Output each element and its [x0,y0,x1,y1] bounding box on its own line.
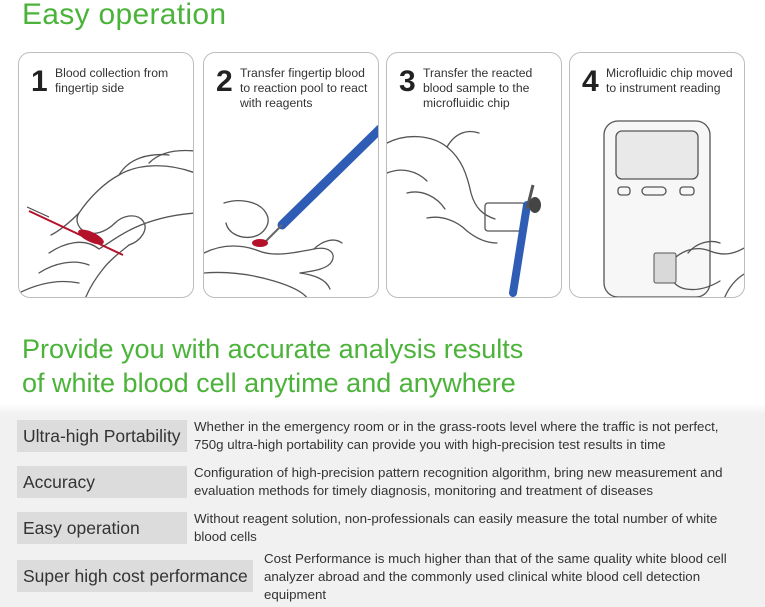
fingertip-collection-illustration [19,103,194,298]
feature-description: Without reagent solution, non-professionals can easily measure the total number of white blood cells [194,511,718,544]
headline [22,332,523,400]
section-title-easy-operation: Easy operation [22,0,227,31]
feature-description: Cost Performance is much higher than that of the same quality white blood cell analyzer abroad and the commonly used clinical white blood cell detection equipment [264,551,727,602]
step-text: Microfluidic chip moved to instrument reading [606,66,733,95]
feature-description: Whether in the emergency room or in the grass-roots level where the traffic is not perfect, 750g ultra-high portability can provide you with high-precision test results in time [194,419,719,452]
headline-line-1: Provide you with accurate analysis results [22,334,524,364]
step-text: Transfer the reacted blood sample to the microfluidic chip [423,66,533,110]
step-number: 2 [216,65,233,98]
step-number: 3 [399,65,416,98]
step-card-4 [569,52,745,298]
step-text: Blood collection from fingertip side [55,66,169,95]
step-number: 4 [582,65,599,98]
step-text: Transfer fingertip blood to reaction pool to react with reagents [240,66,368,110]
feature-label: Super high cost performance [17,560,253,592]
instrument-reading-illustration [570,103,745,298]
reaction-pool-transfer-illustration [204,103,379,298]
feature-label: Ultra-high Portability [17,420,187,452]
microfluidic-chip-transfer-illustration [387,103,562,298]
feature-label: Accuracy [17,466,187,498]
step-card-2 [203,52,379,298]
headline-line-2: of white blood cell anytime and anywhere [22,368,516,398]
step-number: 1 [31,65,48,98]
step-card-3 [386,52,562,298]
features-list [0,404,765,607]
feature-description: Configuration of high-precision pattern recognition algorithm, bring new measurement and evaluation methods for timely diagnosis, monitoring and treatment of diseases [194,465,723,498]
step-card-1 [18,52,194,298]
feature-label: Easy operation [17,512,187,544]
steps-row [18,52,748,298]
